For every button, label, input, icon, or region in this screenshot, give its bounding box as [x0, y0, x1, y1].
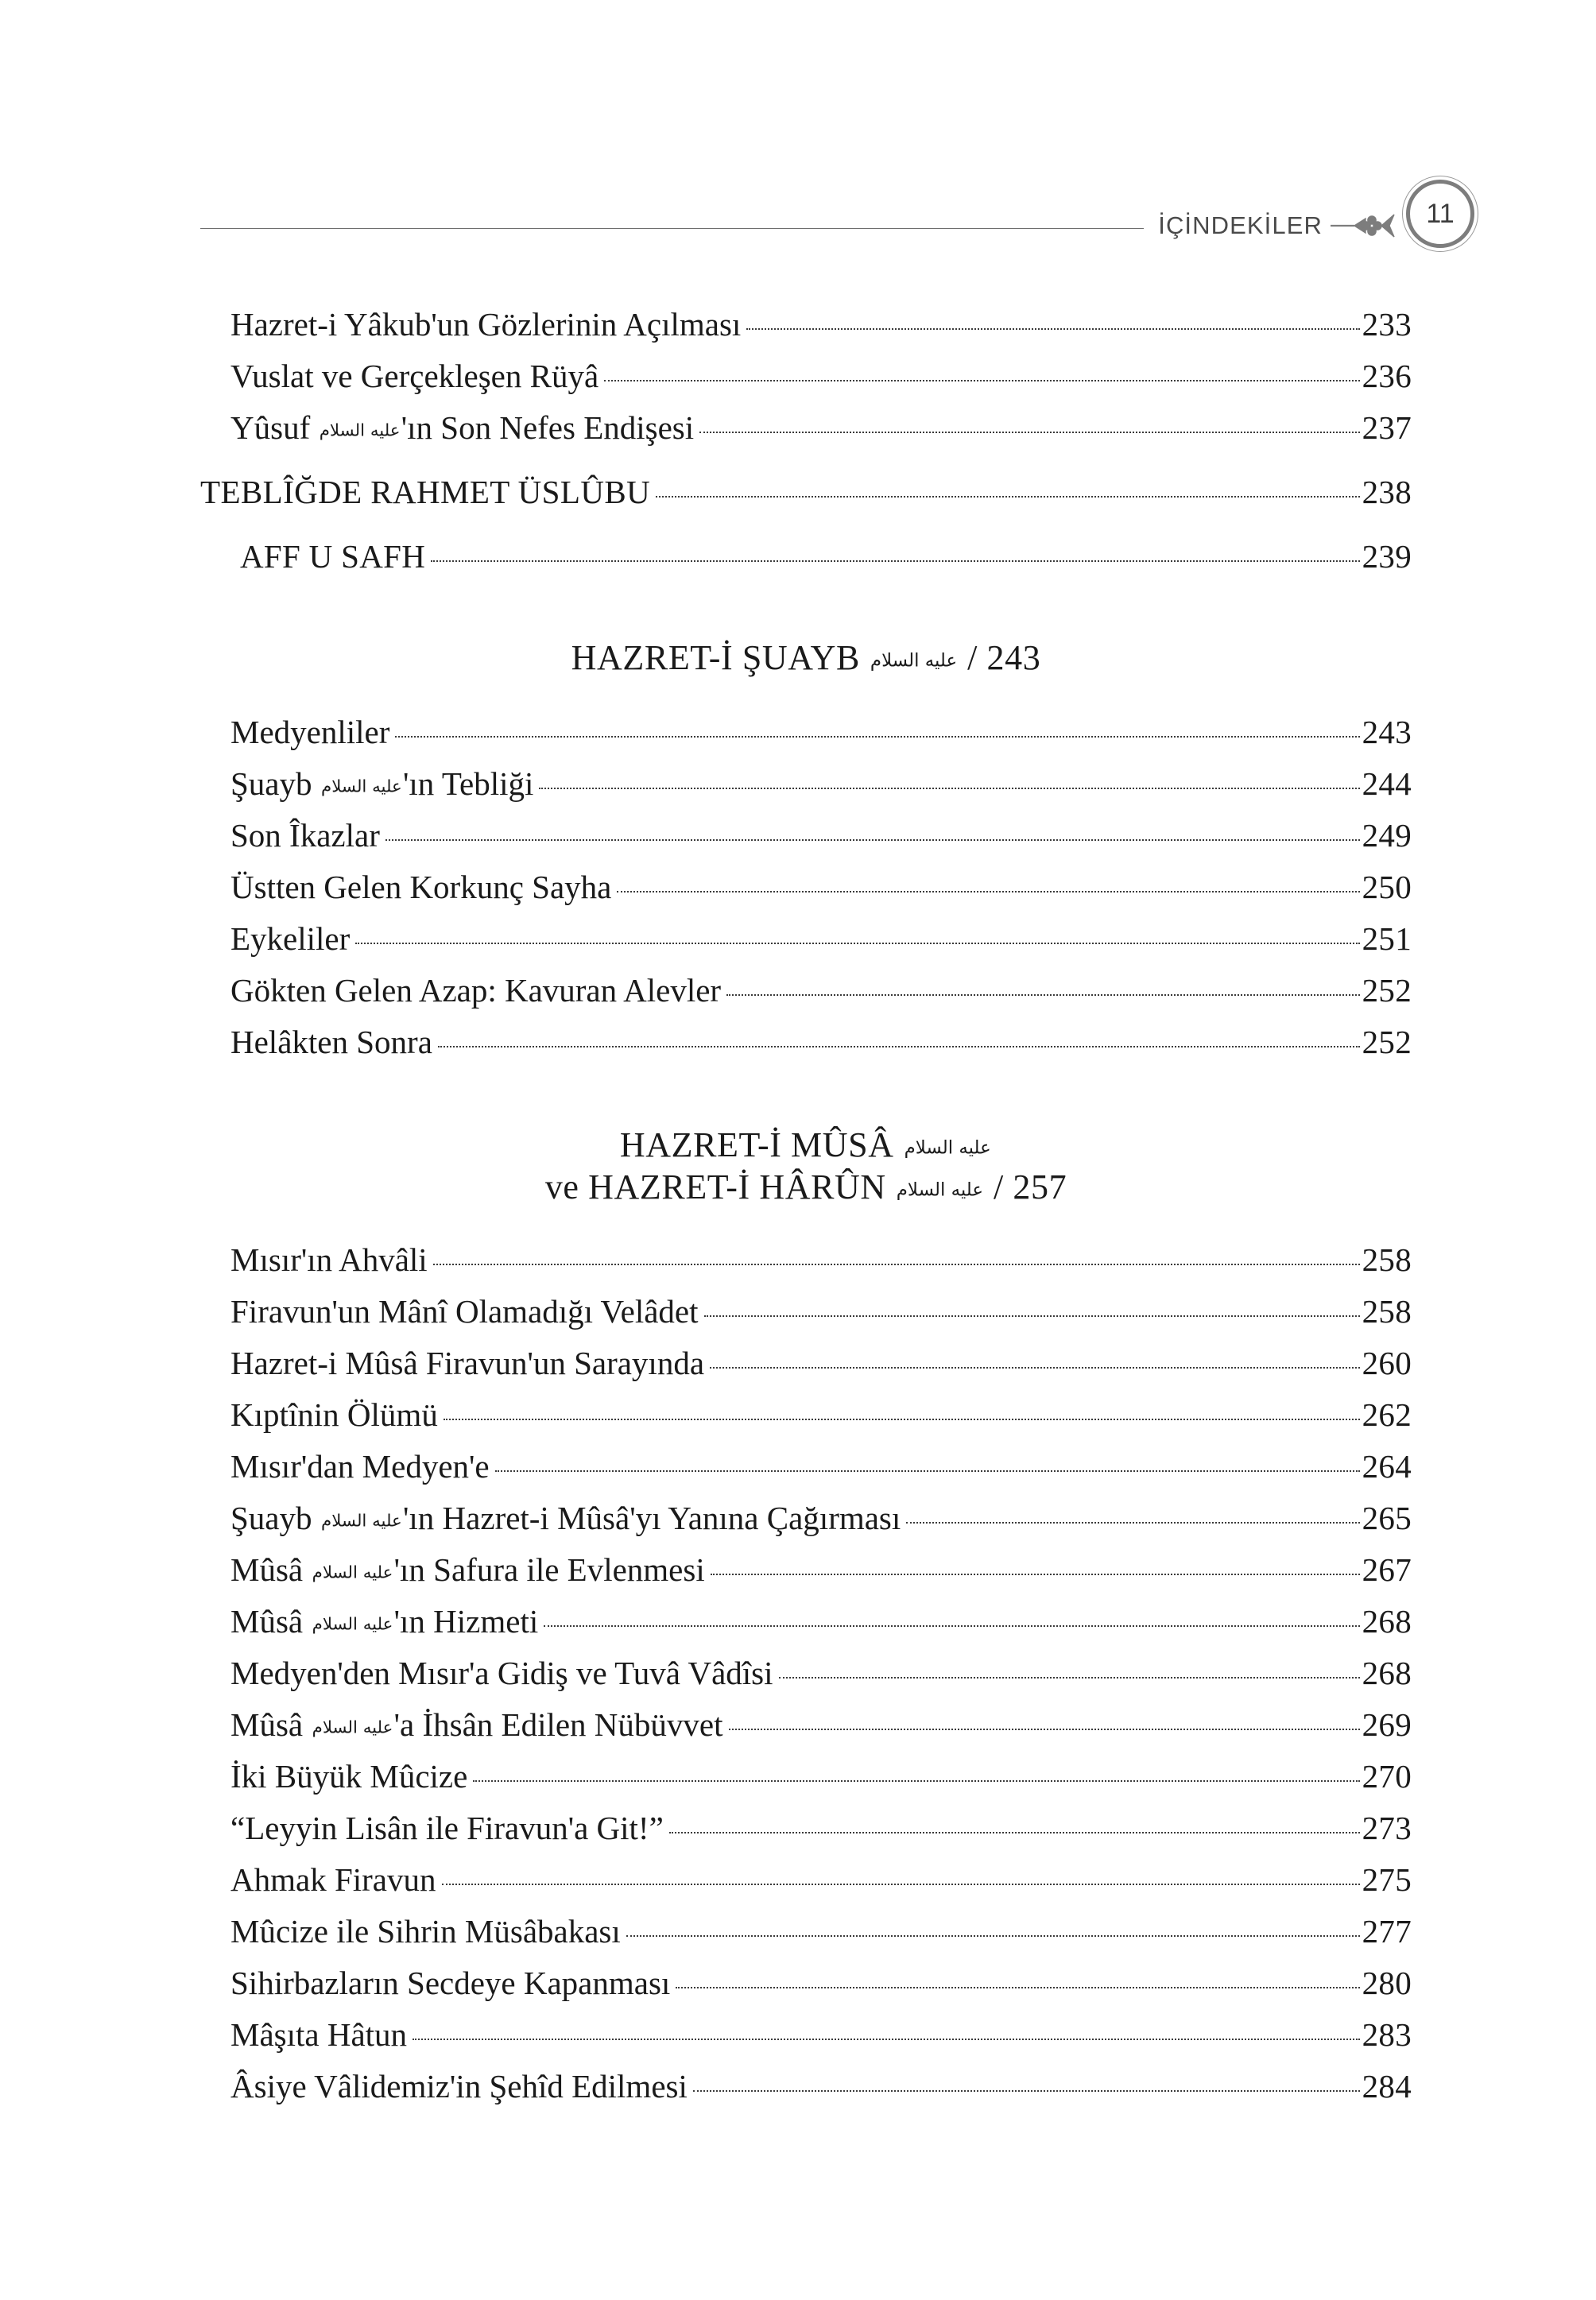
honorific-glyph-icon: عليه السلام [321, 776, 402, 797]
toc-entry-title: TEBLÎĞDE RAHMET ÜSLÛBU [200, 474, 651, 510]
toc-entry-title: Medyenliler [230, 713, 390, 750]
toc-entry[interactable] [230, 1295, 1412, 1347]
toc-dot-leader [495, 1470, 1360, 1472]
toc-entry[interactable] [230, 1657, 1412, 1709]
toc-entry-title: Âsiye Vâlidemiz'in Şehîd Edilmesi [230, 2068, 688, 2105]
toc-dot-leader [438, 1046, 1360, 1047]
toc-entry-page-number: 258 [1362, 1293, 1412, 1330]
toc-dot-leader [906, 1522, 1359, 1524]
toc-dot-leader [711, 1574, 1360, 1575]
toc-entry-title: Mısır'dan Medyen'e [230, 1448, 490, 1485]
toc-entry-title: Ahmak Firavun [230, 1861, 436, 1899]
toc-entry-page-number: 233 [1362, 306, 1412, 343]
toc-entry-page-number: 269 [1362, 1706, 1412, 1744]
toc-dot-leader [413, 2039, 1360, 2040]
running-header [200, 170, 1478, 257]
honorific-glyph-icon: عليه السلام [321, 1511, 402, 1531]
toc-dot-leader [779, 1677, 1360, 1679]
toc-entry-title: Firavun'un Mânî Olamadığı Velâdet [230, 1293, 699, 1330]
toc-entry-title: Vuslat ve Gerçekleşen Rüyâ [230, 358, 599, 394]
page-number-badge [1402, 176, 1478, 252]
toc-entry-page-number: 268 [1362, 1655, 1412, 1692]
toc-dot-leader [395, 736, 1359, 738]
honorific-glyph-icon: عليه السلام [312, 1614, 393, 1635]
toc-dot-leader [355, 943, 1359, 944]
toc-entry-title: Kıptînin Ölümü [230, 1396, 438, 1434]
toc-dot-leader [676, 1987, 1359, 1988]
toc-dot-leader [617, 891, 1359, 893]
toc-entry[interactable] [230, 1023, 1412, 1078]
toc-entry-title: Mûsâ عليه السلام'a İhsân Edilen Nübüvvet [230, 1706, 723, 1744]
toc-entry-page-number: 252 [1362, 971, 1412, 1009]
toc-entry-page-number: 283 [1362, 2016, 1412, 2054]
toc-entry[interactable] [230, 1605, 1412, 1657]
toc-entry-title: “Leyyin Lisân ile Firavun'a Git!” [230, 1810, 664, 1847]
toc-entry-title: Mûcize ile Sihrin Müsâbakası [230, 1913, 621, 1950]
toc-dot-leader [699, 432, 1359, 433]
toc-entry-page-number: 277 [1362, 1913, 1412, 1950]
toc-entry-title: Şuayb عليه السلام'ın Hazret-i Mûsâ'yı Yanına Çağırması [230, 1500, 901, 1537]
toc-dot-leader [431, 560, 1359, 562]
toc-entry-title: Yûsuf عليه السلام'ın Son Nefes Endişesi [230, 409, 695, 446]
chapter-heading-line: HAZRET-İ MÛSÂ عليه السلام [619, 1125, 991, 1164]
honorific-glyph-icon: عليه السلام [312, 1717, 393, 1738]
toc-entry-page-number: 265 [1362, 1500, 1412, 1537]
toc-entry-page-number: 239 [1362, 538, 1412, 575]
toc-entry-title: Sihirbazların Secdeye Kapanması [230, 1965, 671, 2002]
table-of-contents [200, 308, 1412, 2122]
toc-entry-title: Son Îkazlar [230, 816, 380, 854]
toc-entry-title: Eykeliler [230, 920, 351, 957]
header-divider-rule [200, 228, 1144, 229]
toc-dot-leader [385, 839, 1360, 841]
toc-entry-page-number: 258 [1362, 1241, 1412, 1279]
header-title: İÇİNDEKİLER [1158, 211, 1323, 239]
toc-entry-page-number: 236 [1362, 358, 1412, 394]
toc-entry[interactable] [230, 1915, 1412, 1967]
toc-entry-title: AFF U SAFH [240, 538, 426, 575]
toc-entry[interactable] [230, 360, 1412, 412]
toc-dot-leader [473, 1780, 1359, 1782]
toc-entry[interactable] [230, 1812, 1412, 1864]
toc-entry-page-number: 280 [1362, 1965, 1412, 2002]
toc-entry-page-number: 284 [1362, 2068, 1412, 2105]
chapter-heading-line: ve HAZRET-İ HÂRÛN عليه السلام / 257 [544, 1167, 1067, 1207]
toc-entry-title: İki Büyük Mûcize [230, 1758, 468, 1795]
toc-entry[interactable] [200, 476, 1412, 528]
toc-entry[interactable] [240, 540, 1412, 592]
toc-entry-page-number: 250 [1362, 868, 1412, 905]
toc-dot-leader [444, 1419, 1360, 1420]
toc-dot-leader [626, 1935, 1360, 1937]
toc-chapter-heading [200, 637, 1412, 680]
toc-entry-page-number: 244 [1362, 765, 1412, 802]
toc-chapter-heading [200, 1124, 1412, 1209]
honorific-glyph-icon: عليه السلام [870, 650, 958, 672]
toc-entry-page-number: 268 [1362, 1603, 1412, 1640]
toc-dot-leader [704, 1315, 1360, 1317]
chapter-heading-line: HAZRET-İ ŞUAYB عليه السلام / 243 [571, 638, 1041, 677]
toc-entry-title: Mûsâ عليه السلام'ın Hizmeti [230, 1603, 539, 1640]
toc-entry-page-number: 262 [1362, 1396, 1412, 1434]
toc-dot-leader [656, 496, 1360, 498]
toc-entry-page-number: 264 [1362, 1448, 1412, 1485]
toc-entry[interactable] [230, 765, 1412, 819]
toc-entry[interactable] [230, 971, 1412, 1026]
honorific-glyph-icon: عليه السلام [904, 1137, 991, 1159]
toc-entry-title: Hazret-i Mûsâ Firavun'un Sarayında [230, 1345, 705, 1382]
honorific-glyph-icon: عليه السلام [319, 420, 401, 441]
toc-entry-page-number: 270 [1362, 1758, 1412, 1795]
toc-entry-page-number: 273 [1362, 1810, 1412, 1847]
toc-dot-leader [729, 1729, 1360, 1730]
toc-entry-page-number: 238 [1362, 474, 1412, 510]
toc-entry-title: Mısır'ın Ahvâli [230, 1241, 428, 1279]
header-ornament-icon [1331, 205, 1407, 246]
toc-entry[interactable] [230, 1347, 1412, 1399]
toc-entry[interactable] [230, 1861, 1412, 1915]
toc-entry[interactable] [230, 920, 1412, 974]
toc-entry-title: Medyen'den Mısır'a Gidiş ve Tuvâ Vâdîsi [230, 1655, 773, 1692]
toc-dot-leader [726, 994, 1360, 996]
toc-entry-page-number: 237 [1362, 409, 1412, 446]
toc-entry[interactable] [230, 868, 1412, 923]
toc-dot-leader [539, 788, 1359, 789]
toc-entry[interactable] [230, 2070, 1412, 2122]
honorific-glyph-icon: عليه السلام [896, 1179, 983, 1201]
toc-entry[interactable] [230, 2016, 1412, 2070]
toc-entry-title: Üstten Gelen Korkunç Sayha [230, 868, 612, 905]
toc-entry-page-number: 249 [1362, 816, 1412, 854]
toc-entry[interactable] [230, 816, 1412, 871]
toc-entry-title: Şuayb عليه السلام'ın Tebliği [230, 765, 534, 802]
toc-entry-page-number: 251 [1362, 920, 1412, 957]
toc-entry[interactable] [230, 1967, 1412, 2019]
toc-entry-title: Mâşıta Hâtun [230, 2016, 408, 2054]
toc-entry-title: Helâkten Sonra [230, 1023, 432, 1060]
toc-entry-page-number: 243 [1362, 713, 1412, 750]
toc-entry[interactable] [230, 1396, 1412, 1450]
toc-dot-leader [442, 1884, 1360, 1885]
toc-dot-leader [433, 1264, 1360, 1265]
page-number: 11 [1426, 199, 1455, 229]
toc-dot-leader [710, 1367, 1360, 1369]
toc-entry[interactable] [230, 1551, 1412, 1605]
toc-entry[interactable] [230, 1706, 1412, 1760]
toc-entry[interactable] [230, 713, 1412, 768]
toc-entry[interactable] [230, 308, 1412, 360]
toc-entry[interactable] [230, 409, 1412, 463]
toc-entry[interactable] [230, 1450, 1412, 1502]
toc-entry-title: Mûsâ عليه السلام'ın Safura ile Evlenmesi [230, 1551, 705, 1589]
toc-entry-page-number: 275 [1362, 1861, 1412, 1899]
toc-dot-leader [746, 328, 1359, 330]
toc-entry-page-number: 260 [1362, 1345, 1412, 1382]
toc-entry-page-number: 267 [1362, 1551, 1412, 1589]
honorific-glyph-icon: عليه السلام [312, 1562, 393, 1583]
toc-dot-leader [669, 1832, 1360, 1833]
toc-entry-page-number: 252 [1362, 1023, 1412, 1060]
toc-dot-leader [604, 380, 1359, 381]
toc-entry-title: Gökten Gelen Azap: Kavuran Alevler [230, 971, 722, 1009]
toc-entry[interactable] [230, 1760, 1412, 1812]
toc-entry-title: Hazret-i Yâkub'un Gözlerinin Açılması [230, 306, 742, 343]
toc-entry[interactable] [230, 1502, 1412, 1554]
toc-dot-leader [544, 1625, 1359, 1627]
toc-entry[interactable] [230, 1241, 1412, 1295]
toc-dot-leader [693, 2090, 1360, 2092]
